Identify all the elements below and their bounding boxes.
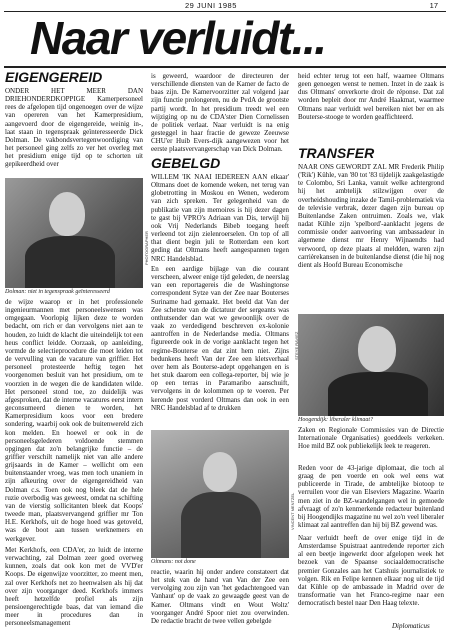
- paragraph: En een aardige bijlage van die courant verscheen, alweer enige tijd geleden, de neerslag van een reportagereis die de Washingtonse correspondent Sytze van der Zee naar Bouterses Suriname had gemaakt. Het beeld dat Van der Zee schetste van de dictatuur der sergeants was onthutsender dan wat we gewoonlijk over de vaak zo verdedigend beschreven ex-kolonie aantroffen in de Nederlandse media. Oltmans figureerde ook in de vorige aanklacht tegen het regime-Bouterse en dat zint hem niet. Zijns bedunkens heeft Van der Zee een kletsverhaal over hem als Bouterse-adept opgehangen en is het stuk daarom een collega-reporter, bij wie je op een terras in Paramaribo aanschuift, vervolgens in de kolommen op te voeren. Per kerende post vorderd Oltmans dan ook in een NRC Handelsblad af te drukken: [151, 265, 289, 412]
- paragraph: de wijze waarop er in het professionele ingenieurmannen met personeelswensen was omgegaan. Voorlopig lijken deze te worden bedacht, om rich er dan vervolgens niet aan te houden, zo luidt de klacht die uiteindelijk tot een heus conflict leidde. Oorzaak, op aanleiding, vormde de selectieprocedure die moet leiden tot de vervulling van de vacature van griffier. Het personeel protesteerde heftig tegen het voorgenomen besluit van het presidium, om te voorzien in de wegen die de kandidaten wilde. Het personeel stond toe, zo duidelijk was afgesproken, dat de interne vacatures eerst intern geconsumeerd dienen te worden, het Kamerpresidium koos voor een bredere sondering, waarbij ook ook de buitenwereld zich kon melden. En hoewel er ook in de personeelsgelederen voldoende stemmen opgingen dat zo'n belangrijke functie – de griffier verschilt namelijk niet van alle andere grijsaards in de Kamer – wellicht om een buitenstaander vroeg, was men toch unaniem in zijn afkeuring over de eigengereidheid van Dolman c.s. Toen ook nog bleek dat de hele ruzie overbodig was geweest, omdat na schifting van de vierstig sollicitanten bleek dat Koops' tweede man, plaatsvervangend griffier mr Ton H.E. Kerkhofs, uit de hoge hoed was getoveld, was de boot aan tussen werknemers en werkgever.: [5, 298, 143, 543]
- paragraph: heid echter terug tot een half, waarnee Oltmans geen genoegen wenst te nemen. Inzet in de zaak is dus Oltmans' onverkorte droit de réponse. Dat zal worden bepleit door mr André Haakmat, waarmee Oltmans naar verluidt wel bereiken niet ber en als Bouterse-stooge te worden geaffichteerd.: [298, 72, 444, 121]
- column-1-middle: [5, 298, 143, 544]
- photo-dolman: [5, 178, 143, 288]
- column-2-bottom: [151, 568, 289, 632]
- photo-caption-oltmans: Oltmans: not done: [151, 559, 196, 565]
- column-3-reden: [298, 464, 444, 532]
- page-number: 17: [429, 1, 438, 10]
- page-title: Naar verluidt...: [30, 12, 326, 64]
- photo-credit: VINCENT MENTZEL: [290, 492, 295, 530]
- column-1-bottom: [5, 546, 143, 628]
- paragraph: Naar verluidt heeft de over enige tijd in de Amsterdamse Spuistraat aantredende reporter zich al een beetje ingewerkt door afgelopen week het bezoek van de Spaanse sociaaldemocratische premier Gonzales aan het Catshuis journalistiek te volgen. Rik en Felipe kennen elkaar nog uit de tijd dat Kühle op de ambassade in Madrid over de transformatie van het Franco-regime naar een democratisch bestel naar Den Haag telexte.: [298, 534, 444, 608]
- column-1-top: [5, 70, 143, 175]
- issue-date: 29 JUNI 1985: [185, 1, 237, 10]
- paragraph: NAAR ONS GEWORDT ZAL MR Frederik Philip ('Rik') Kühle, van '80 tot '83 tijdelijk zaakgelastigde te Colombo, Sri Lanka, vanuit welke achtergrond hij het ambtelijk stilzwijgen over de overheidshouding inzake de Tamil-problematiek via de televisie verbrak, dezer dagen zijn bureau op Buitenlandse Zaken ontruimen. Zoals we, vlak nadat Kühle zijn 'spelbord'-aanklacht jegens de commissie onder aanvoering van ambassadeur in algemene dienst mr Henry Wijnaendts had verwoord, op deze plaats al meldden, waren zijn carrièrekansen in de buitenlandse dienst (die hij nog dient als Hoofd Bureau Economische: [298, 163, 444, 269]
- column-2-middle: [151, 265, 289, 428]
- paragraph: Reden voor de 43-jarige diplomaat, die toch al graag de pen voerde en ook wel eens wat publiceerde in Tirade, de ambtelijke biotoop te verruilen voor die van Elseviers Magazine. Waarin men ziet in de BZ-wandelgangen wel in gemoede afvraagt of zo'n kenmerkende redacteur buitenland bij Hoogendijks magazine nu wel zo'n veel liberaler klimaat zal aantreffen dan hij bij BZ gewend was.: [298, 464, 444, 530]
- paragraph: is geweerd, waardoor de directeuren der verschillende diensten van de Kamer de facto de baas zijn. De Kamervoorzitter zal volgend jaar zijn functie prolongeren, nu de PvdA de grootste partij wordt. In het presidium treedt wel een wijziging op nu de CDA'ster Dien Cornelissen de politiek verlaat. Naar verluidt is na enig gesteggel in haar fractie de geweze Zeeuwse CHU'er Huib Evers-dijk aangewezen voor het eerste plaatsvervangerschap van Dick Dolman.: [151, 72, 289, 154]
- column-3-bottom: [298, 534, 444, 622]
- paragraph: ONDER HET MEER DAN DRIEHONDERDKOPPIGE Kamerpersoneel rees de afgelopen tijd ongenoegen over de wijze van opereren van het Kamerpresidium, aangevoerd door de eigengereide, weinig in-, laat staan in tegenspraak geïnteresseerde Dick Dolman. De vakbondsvertegenwoordiging van het personeel ging zelfs zo ver het overleg met het presidium enige tijd op te schorten uit gepikeerdheid over: [5, 87, 143, 169]
- section-heading-gebelgd: GEBELGD: [151, 156, 221, 171]
- column-3-middle: [298, 426, 444, 462]
- title-rule: [4, 66, 446, 68]
- column-2-gebelgd: [151, 156, 289, 263]
- paragraph: reactie, waarin hij onder andere constateert dat het stuk van de hand van Van der Zee een vervolging zou zijn van 'het gedachtengoed van Vanhaut' op de vaak zo gewaagde geest van de Kamer. Oltmans vindt en Wout Woltz' voorganger André Spoor niet zou overwinden. De redactie bracht de twee vellen gebelgde: [151, 568, 289, 625]
- section-heading-transfer: TRANSFER: [298, 146, 375, 161]
- author-signature: Diplomaticus: [392, 622, 430, 630]
- column-3-transfer: [298, 146, 444, 312]
- paragraph: WILLEM 'IK NAAI IEDEREEN AAN elkaar' Oltmans doet de komende weken, net terug van globetrotting in Moskou en Wenen, wederom van zich spreken. Ter gelegenheid van de publikatie van zijn memoires is hij dezer dagen te gast bij VPRO's Adriaan van Dis, terwijl hij ook Vrij Nederlands Bibeb toegang heeft verleend tot zijn zielenroerselen. On top of all that dient begin juli te Rotterdam een kort geding dat Oltmans heeft aangespannen tegen NRC Handelsblad.: [151, 173, 289, 263]
- column-2-top: [151, 72, 289, 154]
- photo-oltmans: [151, 430, 289, 558]
- photo-credit: PHOTOGRAPHER: [144, 231, 149, 265]
- paragraph: Met Kerkhofs, een CDA'er, zo luidt de interne verwachting, zal Dolman zeer goed overweg kunnen, zoals dat ook kon met de VVD'er Koops. De eigenwijze voorzitter, zo meent men, zal over Kerkhofs net zo heenwalsen als hij dat over zijn voorganger deed. Kerkhofs immers heeft hetzelfde profiel als zijn pensioengerechtigde baas, dat van iemand die meer in procedures dan in personeelsmanagement: [5, 546, 143, 628]
- photo-caption-dolman: Dolman: niet in tegenspraak geïnteresseerd: [5, 289, 110, 295]
- photo-hoogendijk: [298, 314, 444, 416]
- photo-caption-hoogendijk: Hoogendijk: liberaler klimaat?: [298, 417, 373, 423]
- column-3-top: [298, 72, 444, 144]
- section-heading-eigengereid: EIGENGEREID: [5, 70, 103, 85]
- photo-credit: STEYE RAVIEZ: [294, 331, 299, 360]
- paragraph: Zaken en Regionale Commissies van de Directie Internationale Organisaties) goeddeels verkeken. Hoe mild BZ ook publiekelijk leek te reageren.: [298, 426, 444, 451]
